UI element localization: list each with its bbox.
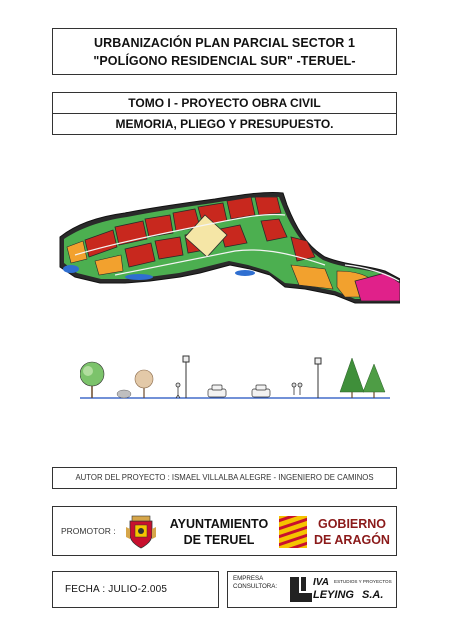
lamp-post-right	[315, 358, 321, 398]
street-section-illustration	[80, 352, 390, 404]
date-box	[52, 571, 219, 608]
document-title-line-2: "POLÍGONO RESIDENCIAL SUR" -TERUEL-	[93, 54, 356, 68]
gobierno-line-2: DE ARAGÓN	[314, 533, 390, 547]
author-text: AUTOR DEL PROYECTO : ISMAEL VILLALBA ALEGRE - INGENIERO DE CAMINOS	[75, 473, 374, 482]
consultant-logo-sa: S.A.	[362, 589, 384, 601]
gobierno-aragon-name	[309, 516, 395, 548]
gobierno-line-1: GOBIERNO	[317, 517, 387, 531]
consultant-box	[227, 571, 397, 608]
aragon-flag-icon	[279, 516, 307, 548]
consultant-label-line-2: CONSULTORA:	[233, 583, 278, 590]
date-text: FECHA : JULIO-2.005	[65, 584, 168, 595]
tree-right-1	[340, 358, 364, 398]
pedestrian-left	[176, 383, 180, 398]
ayuntamiento-line-2: DE TERUEL	[183, 533, 255, 547]
pedestrians-right	[292, 383, 302, 395]
author-box	[52, 467, 397, 489]
tree-left-1	[80, 362, 104, 398]
consultant-logo-tagline: ESTUDIOS Y PROYECTOS	[334, 579, 392, 584]
consultant-logo-leying: LEYING	[313, 589, 354, 601]
site-plan-illustration	[55, 185, 400, 310]
car-right	[252, 385, 270, 397]
consultant-label-line-1: EMPRESA	[233, 575, 264, 582]
promoter-label: PROMOTOR :	[61, 526, 116, 536]
tome-title: TOMO I - PROYECTO OBRA CIVIL	[53, 93, 396, 114]
teruel-coat-of-arms-icon	[126, 515, 156, 549]
car-left	[208, 385, 226, 397]
ayuntamiento-name	[165, 516, 273, 548]
ivaleying-logo-icon	[290, 577, 312, 602]
consultant-logo-iva: IVA	[313, 577, 329, 588]
lamp-post-left	[183, 356, 189, 398]
tree-left-2	[135, 370, 153, 398]
document-title-box	[52, 28, 397, 75]
tome-box	[52, 92, 397, 135]
tree-right-2	[363, 364, 385, 398]
ayuntamiento-line-1: AYUNTAMIENTO	[169, 517, 269, 531]
tome-subtitle: MEMORIA, PLIEGO Y PRESUPUESTO.	[115, 117, 334, 131]
promoter-box	[52, 506, 397, 556]
document-title-line-1: URBANIZACIÓN PLAN PARCIAL SECTOR 1	[93, 36, 356, 50]
shrub-left	[117, 390, 131, 398]
consultant-label	[233, 575, 277, 591]
